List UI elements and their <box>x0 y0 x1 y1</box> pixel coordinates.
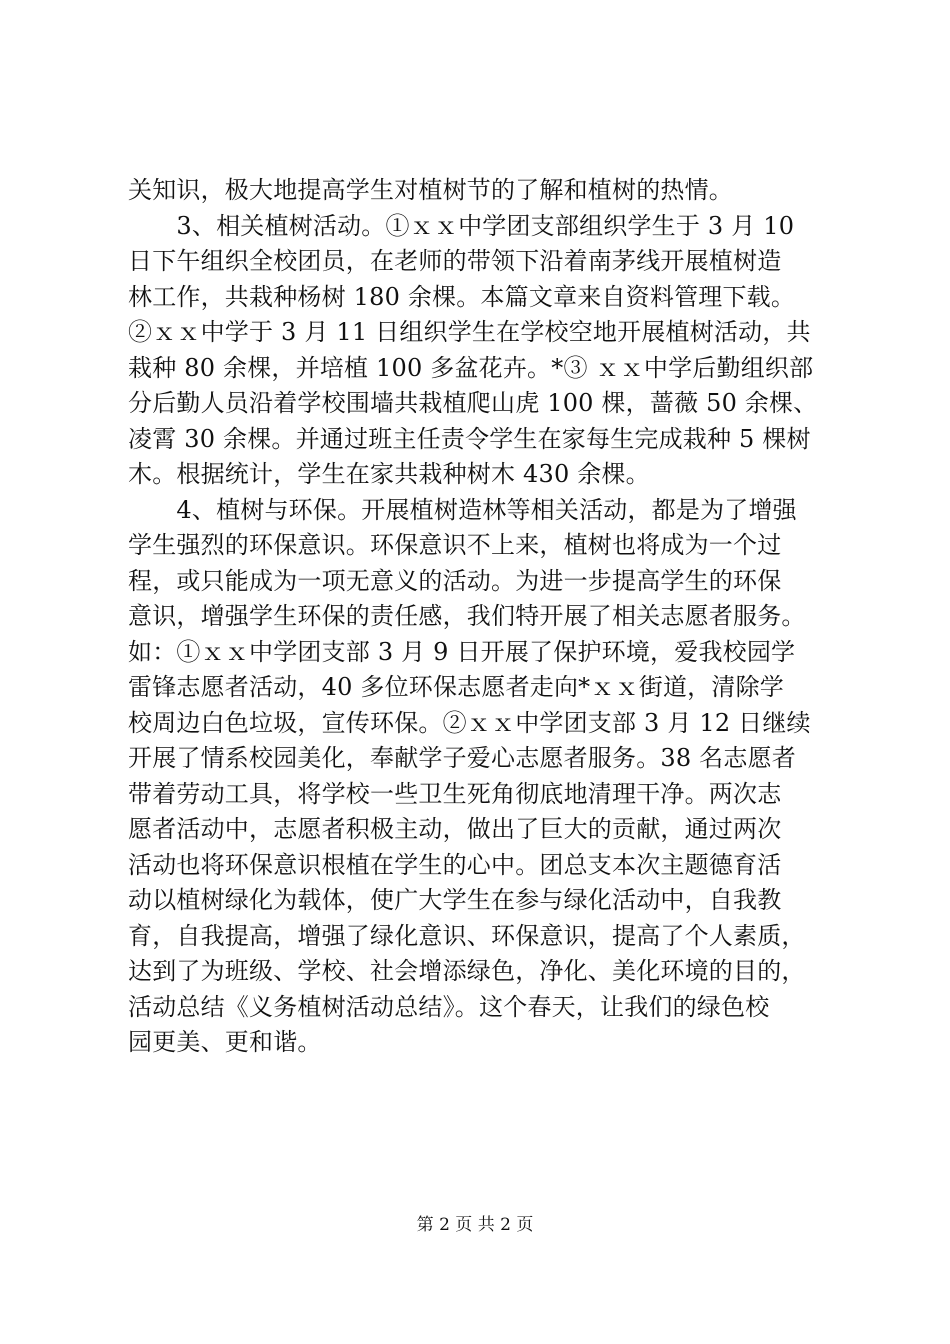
text-line: 校周边白色垃圾，宣传环保。②ｘｘ中学团支部 3 月 12 日继续 <box>128 708 811 737</box>
text-line: 分后勤人员沿着学校围墙共栽植爬山虎 100 棵，蔷薇 50 余棵、 <box>128 389 818 417</box>
text-line: 愿者活动中，志愿者积极主动，做出了巨大的贡献，通过两次 <box>128 815 782 843</box>
text-line: 4、植树与环保。开展植树造林等相关活动，都是为了增强 <box>128 495 797 524</box>
text-line: 木。根据统计，学生在家共栽种树木 430 余棵。 <box>128 460 650 488</box>
text-line: 育，自我提高，增强了绿化意识、环保意识，提高了个人素质， <box>128 921 806 950</box>
text-line: 雷锋志愿者活动，40 多位环保志愿者走向*ｘｘ街道，清除学 <box>128 673 784 701</box>
text-line: 栽种 80 余棵，并培植 100 多盆花卉。*③ ｘｘ中学后勤组织部 <box>128 353 814 382</box>
text-line: 程，或只能成为一项无意义的活动。为进一步提高学生的环保 <box>128 566 782 595</box>
text-line: 凌霄 30 余棵。并通过班主任责令学生在家每生完成栽种 5 棵树 <box>128 424 811 453</box>
text-line: 动以植树绿化为载体，使广大学生在参与绿化活动中，自我教 <box>128 886 782 914</box>
text-line: ②ｘｘ中学于 3 月 11 日组织学生在学校空地开展植树活动，共 <box>128 318 811 346</box>
text-line: 带着劳动工具，将学校一些卫生死角彻底地清理干净。两次志 <box>128 779 782 808</box>
text-line: 如：①ｘｘ中学团支部 3 月 9 日开展了保护环境，爱我校园学 <box>128 637 796 666</box>
text-line: 开展了情系校园美化，奉献学子爱心志愿者服务。38 名志愿者 <box>128 744 796 772</box>
text-line: 意识，增强学生环保的责任感，我们特开展了相关志愿者服务。 <box>128 602 806 630</box>
text-line: 关知识，极大地提高学生对植树节的了解和植树的热情。 <box>128 176 733 204</box>
text-line: 活动也将环保意识根植在学生的心中。团总支本次主题德育活 <box>128 850 782 879</box>
text-line: 园更美、更和谐。 <box>128 1028 322 1056</box>
page-number-footer: 第 2 页 共 2 页 <box>416 1215 534 1235</box>
body-text <box>128 173 828 1061</box>
text-line: 林工作，共栽种杨树 180 余棵。本篇文章来自资料管理下载。 <box>128 282 796 311</box>
text-line: 日下午组织全校团员，在老师的带领下沿着南茅线开展植树造 <box>128 247 782 275</box>
text-line: 活动总结《义务植树活动总结》。这个春天，让我们的绿色校 <box>128 992 770 1021</box>
text-line: 学生强烈的环保意识。环保意识不上来，植树也将成为一个过 <box>128 531 782 559</box>
text-line: 3、相关植树活动。①ｘｘ中学团支部组织学生于 3 月 10 <box>128 211 795 240</box>
text-line: 达到了为班级、学校、社会增添绿色，净化、美化环境的目的， <box>128 957 806 985</box>
